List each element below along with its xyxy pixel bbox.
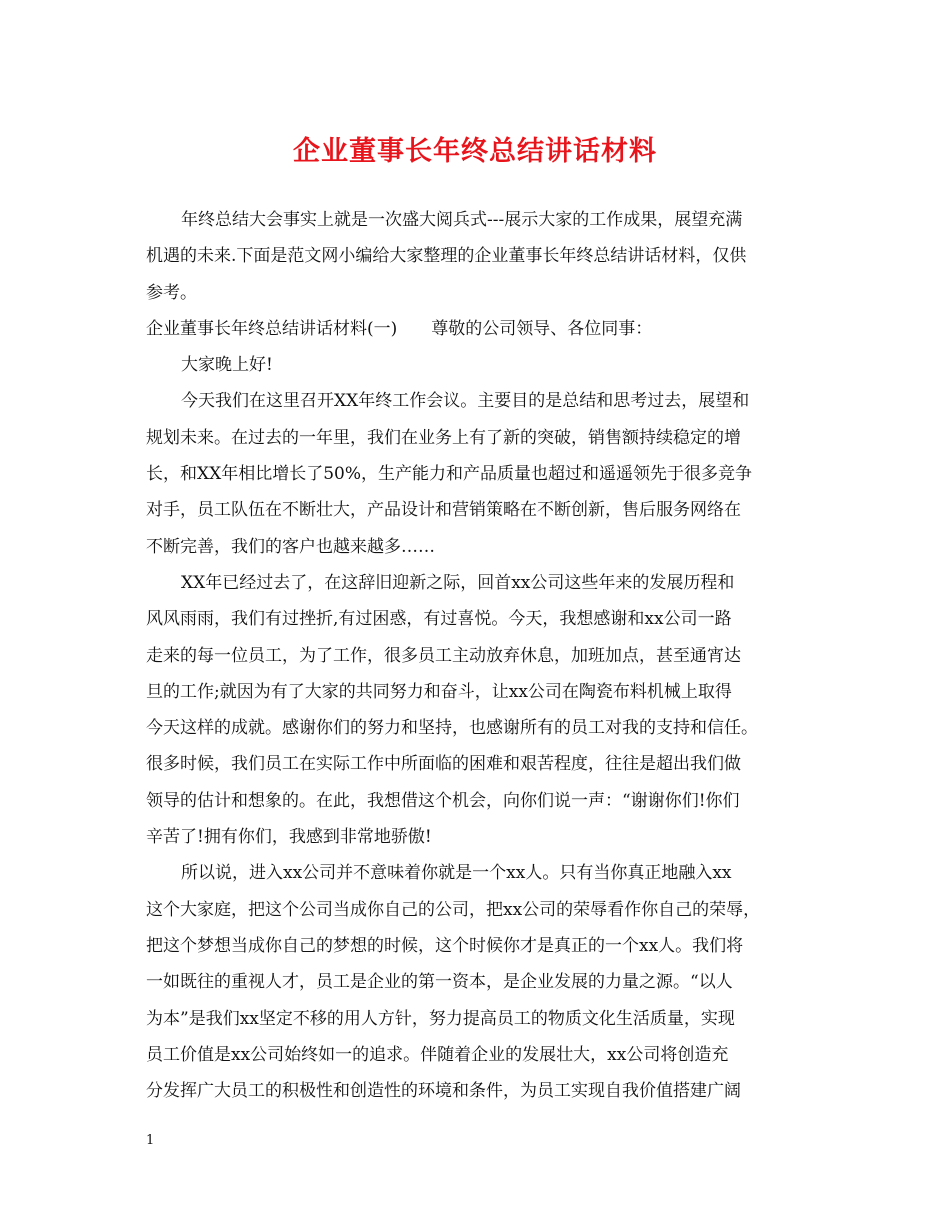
body-text-line: 不断完善，我们的客户也越来越多…… [146,536,435,557]
body-text-line: 很多时候，我们员工在实际工作中所面临的困难和艰苦程度，往往是超出我们做 [146,754,741,775]
body-text-line: 今天这样的成就。感谢你们的努力和坚持，也感谢所有的员工对我的支持和信任。 [146,718,758,739]
body-text-line: 长，和XX年相比增长了50%，生产能力和产品质量也超过和遥遥领先于很多竞争 [146,464,752,485]
body-text-line: 所以说，进入xx公司并不意味着你就是一个xx人。只有当你真正地融入xx [181,863,732,884]
body-text-line: 一如既往的重视人才，员工是企业的第一资本，是企业发展的力量之源。“以人 [146,972,733,993]
body-text-line: 参考。 [146,282,197,303]
body-text-line: 年终总结大会事实上就是一次盛大阅兵式---展示大家的工作成果，展望充满 [181,210,743,230]
body-text-line: 旦的工作;就因为有了大家的共同努力和奋斗，让xx公司在陶瓷布料机械上取得 [146,681,732,702]
body-text-line: 把这个梦想当成你自己的梦想的时候，这个时候你才是真正的一个xx人。我们将 [146,935,744,956]
body-text-line: 走来的每一位员工，为了工作，很多员工主动放弃休息，加班加点，甚至通宵达 [146,645,741,666]
body-text-line: 辛苦了!拥有你们，我感到非常地骄傲! [146,827,432,848]
body-text-line: 对手，员工队伍在不断壮大，产品设计和营销策略在不断创新，售后服务网络在 [146,500,741,521]
body-text-line: 机遇的未来.下面是范文网小编给大家整理的企业董事长年终总结讲话材料，仅供 [146,246,747,267]
page-number: 1 [146,1133,155,1148]
body-text-line: 规划未来。在过去的一年里，我们在业务上有了新的突破，销售额持续稳定的增 [146,427,741,448]
body-text-line: 为本”是我们xx坚定不移的用人方针，努力提高员工的物质文化生活质量，实现 [146,1008,735,1029]
body-text-line: 大家晚上好! [181,355,273,376]
body-text-line: 企业董事长年终总结讲话材料(一) 尊敬的公司领导、各位同事： [146,318,653,339]
body-text-line: 员工价值是xx公司始终如一的追求。伴随着企业的发展壮大，xx公司将创造充 [146,1044,729,1065]
body-text-line: 这个大家庭，把这个公司当成你自己的公司，把xx公司的荣辱看作你自己的荣辱， [146,899,761,920]
body-text-line: 风风雨雨，我们有过挫折,有过困惑，有过喜悦。今天，我想感谢和xx公司一路 [146,609,732,630]
body-text-line: 分发挥广大员工的积极性和创造性的环境和条件，为员工实现自我价值搭建广阔 [146,1081,741,1102]
body-text-line: XX年已经过去了，在这辞旧迎新之际，回首xx公司这些年来的发展历程和 [181,572,735,593]
document-title: 企业董事长年终总结讲话材料 [293,136,657,167]
body-text-line: 今天我们在这里召开XX年终工作会议。主要目的是总结和思考过去，展望和 [181,391,750,412]
document-body [146,202,808,1109]
body-text-line: 领导的估计和想象的。在此，我想借这个机会，向你们说一声：“谢谢你们!你们 [146,790,740,811]
